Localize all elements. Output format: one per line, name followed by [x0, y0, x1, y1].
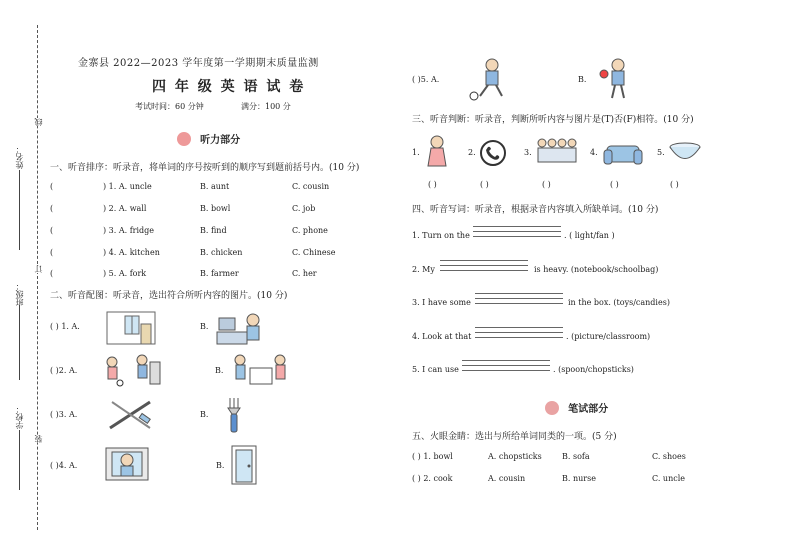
name-label: 姓名：	[15, 145, 24, 169]
part4-q5-blank[interactable]	[462, 360, 550, 375]
part4-q4-blank[interactable]	[475, 327, 563, 342]
binding-mark-line: 线	[34, 118, 43, 126]
exam-score: 满分：100 分	[241, 102, 291, 111]
part5-q2: ( ) 2. cook	[412, 474, 453, 483]
girl-at-computer-image	[215, 308, 267, 346]
headphone-icon	[177, 132, 191, 146]
part5-q1: ( ) 1. bowl	[412, 452, 453, 461]
part2-q1: ( ) 1. A.	[50, 322, 80, 331]
school-label: 学校：	[15, 405, 24, 429]
part1-q3: ) 3. A. fridge	[103, 226, 155, 235]
part4-title: 四、听音写词：听录音，根据录音内容填入所缺单词。(10 分)	[412, 205, 659, 215]
girl-image	[424, 134, 450, 172]
part4-q3-blank[interactable]	[475, 293, 563, 308]
part1-q2: ) 2. A. wall	[103, 204, 147, 213]
boy-playing-ping-pong-image	[598, 56, 636, 102]
written-section-header: 笔试部分	[545, 397, 608, 416]
part3-answer-3: ( )	[542, 180, 551, 189]
part4-q1-blank[interactable]	[473, 226, 561, 241]
part4-q1: 1. Turn on the	[412, 231, 470, 240]
boy-playing-football-image	[466, 56, 514, 102]
part4-q4: 4. Look at that	[412, 332, 472, 341]
binding-mark-staple: 订	[34, 265, 43, 273]
part3-answer-2: ( )	[480, 180, 489, 189]
bowl-image	[668, 140, 702, 166]
part2-title: 二、听音配图：听录音，选出符合所听内容的图片。(10 分)	[50, 291, 288, 301]
part3-answer-4: ( )	[610, 180, 619, 189]
part2-q3: ( )3. A.	[50, 410, 78, 419]
exam-title: 四 年 级 英 语 试 卷	[152, 79, 306, 95]
part3-title: 三、听音判断：听录音，判断所听内容与图片是(T)否(F)相符。(10 分)	[412, 115, 694, 125]
school-line	[19, 430, 20, 490]
class-label: 班级：	[15, 282, 24, 306]
group-of-people-image	[536, 136, 578, 166]
girl-at-window-image	[102, 444, 154, 484]
part4-q2: 2. My	[412, 265, 435, 274]
kids-with-box-image	[232, 352, 288, 388]
exam-subtitle: 金寨县 2022—2023 学年度第一学期期末质量监测	[78, 58, 319, 69]
fork-image	[222, 396, 246, 436]
pencil-icon	[545, 401, 559, 415]
phone-icon	[479, 138, 507, 168]
part3-answer-1: ( )	[428, 180, 437, 189]
knife-and-fork-image	[106, 398, 154, 432]
binding-mark-bind: 装	[34, 435, 43, 443]
class-line	[19, 305, 20, 380]
part4-q2-blank[interactable]	[440, 260, 528, 275]
part2-q5: ( )5. A.	[412, 75, 440, 84]
part3-answer-5: ( )	[670, 180, 679, 189]
door-image	[228, 444, 260, 486]
part2-q2: ( )2. A.	[50, 366, 78, 375]
kids-playing-football-image	[100, 352, 162, 388]
part4-q3: 3. I have some	[412, 298, 471, 307]
part2-q4: ( )4. A.	[50, 461, 78, 470]
part5-title: 五、火眼金睛：选出与所给单词同类的一项。(5 分)	[412, 432, 617, 442]
part1-title: 一、听音排序：听录音，将单词的序号按听到的顺序写到题前括号内。(10 分)	[50, 163, 360, 173]
binding-line	[37, 25, 38, 530]
part1-q1: ) 1. A. uncle	[103, 182, 152, 191]
part4-q5: 5. I can use	[412, 365, 459, 374]
sofa-image	[603, 138, 643, 168]
listening-section-header: 听力部分	[177, 128, 240, 147]
part1-q5: ) 5. A. fork	[103, 269, 147, 278]
exam-time: 考试时间：60 分钟	[135, 102, 204, 111]
name-line	[19, 170, 20, 250]
part1-q4: ) 4. A. kitchen	[103, 248, 160, 257]
room-window-image	[105, 308, 157, 346]
